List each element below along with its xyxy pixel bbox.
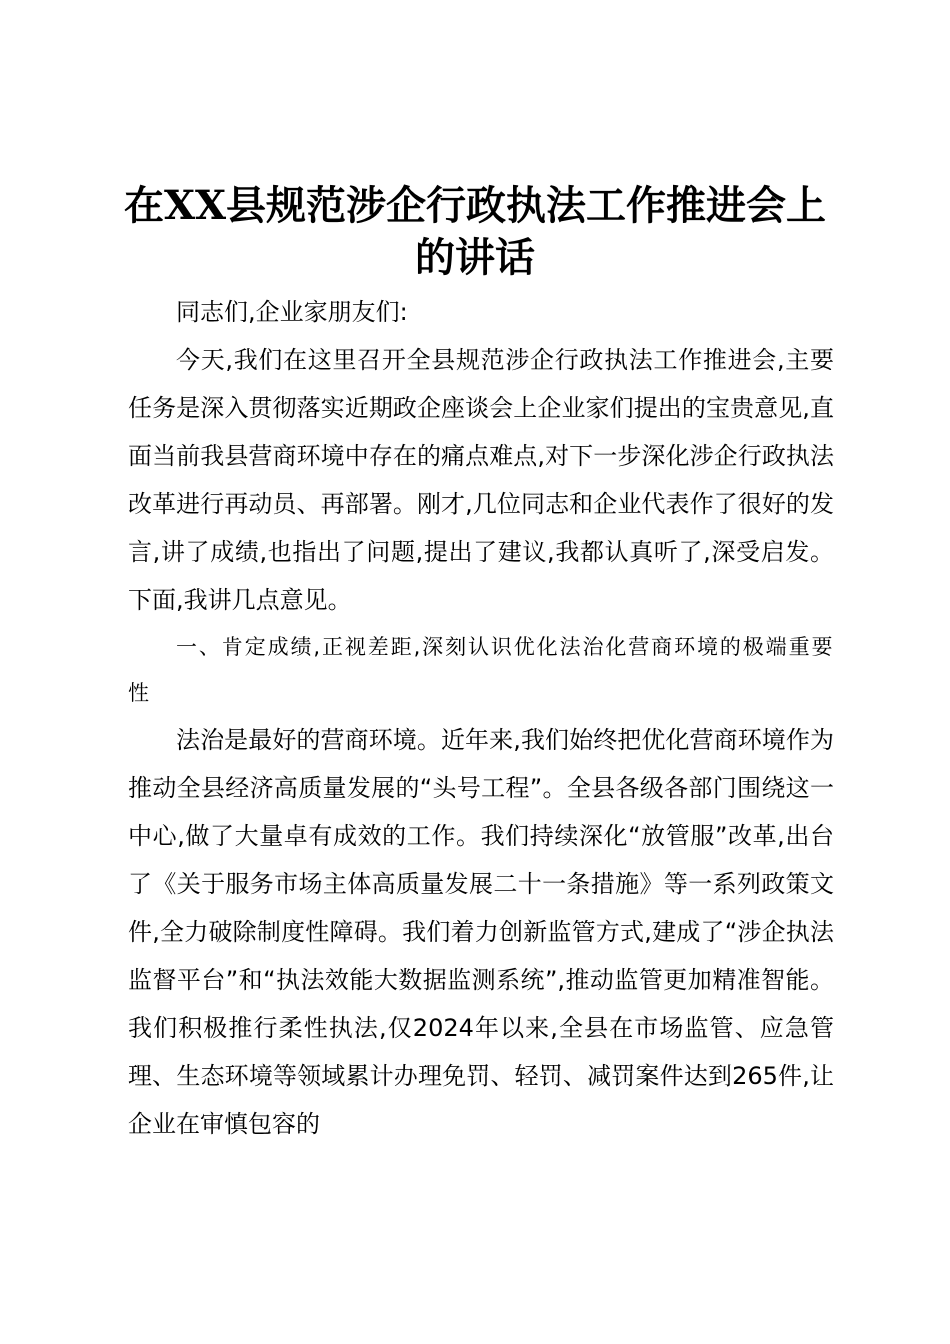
document-body xyxy=(128,288,834,1148)
section-paragraph: 法治是最好的营商环境。近年来,我们始终把优化营商环境作为推动全县经济高质量发展的“头号工程”。全县各级各部门围绕这一中心,做了大量卓有成效的工作。我们持续深化“放管服”改革,出台了《关于服务市场主体高质量发展二十一条措施》等一系列政策文件,全力破除制度性障碍。我们着力创新监管方式,建成了“涉企执法监督平台”和“执法效能大数据监测系统”,推动监管更加精准智能。我们积极推行柔性执法,仅2024年以来,全县在市场监管、应急管理、生态环境等领域累计办理免罚、轻罚、减罚案件达到265件,让企业在审慎包容的 xyxy=(128,726,834,1138)
salutation: 同志们,企业家朋友们: xyxy=(176,298,408,326)
document-title: 在XX县规范涉企行政执法工作推进会上的讲话 xyxy=(123,182,827,281)
opening-paragraph: 今天,我们在这里召开全县规范涉企行政执法工作推进会,主要任务是深入贯彻落实近期政企座谈会上企业家们提出的宝贵意见,直面当前我县营商环境中存在的痛点难点,对下一步深化涉企行政执法改革进行再动员、再部署。刚才,几位同志和企业代表作了很好的发言,讲了成绩,也指出了问题,提出了建议,我都认真听了,深受启发。下面,我讲几点意见。 xyxy=(128,346,834,614)
section-heading: 一、肯定成绩,正视差距,深刻认识优化法治化营商环境的极端重要性 xyxy=(128,635,834,705)
